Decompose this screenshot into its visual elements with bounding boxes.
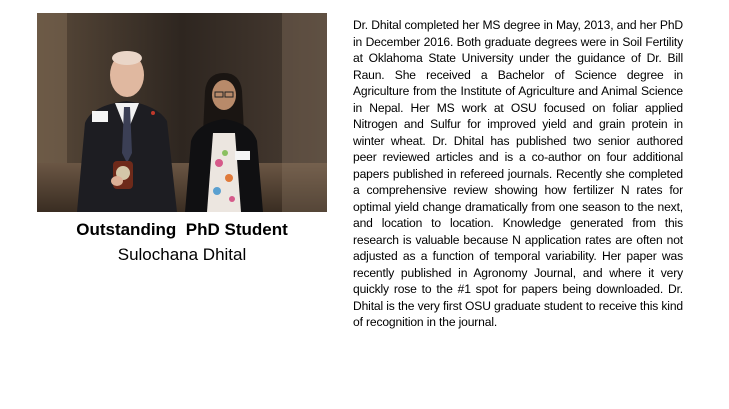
award-photo [37, 13, 327, 212]
bio-paragraph: Dr. Dhital completed her MS degree in May, 2013, and her PhD in December 2016. Both graduate degrees were in Soil Fertility at Oklahoma State University under the guidance of Dr. Bill Raun. She received a Bachelor of Science degree in Agriculture from the Institute of Agriculture and Animal Science in Nepal. Her MS work at OSU focused on foliar applied Nitrogen and Sulfur for improved yield and grain protein in winter wheat. Dr. Dhital has published two senior authored peer reviewed articles and is a co-author on four additional papers published in refereed journals. Recently she completed a comprehensive review showing how fertilizer N rates for optimal yield change dramatically from one season to the next, and location to location. Knowledge generated from this research is valuable because N application rates are often not adjusted as a function of temporal variability. Her paper was recently published in Agronomy Journal, and where it very quickly rose to the #1 spot for papers being downloaded. Dr. Dhital is the very first OSU graduate student to receive this kind of recognition in the journal. [353, 18, 683, 329]
award-title: Outstanding PhD Student [76, 220, 288, 239]
recipient-name: Sulochana Dhital [117, 245, 247, 264]
